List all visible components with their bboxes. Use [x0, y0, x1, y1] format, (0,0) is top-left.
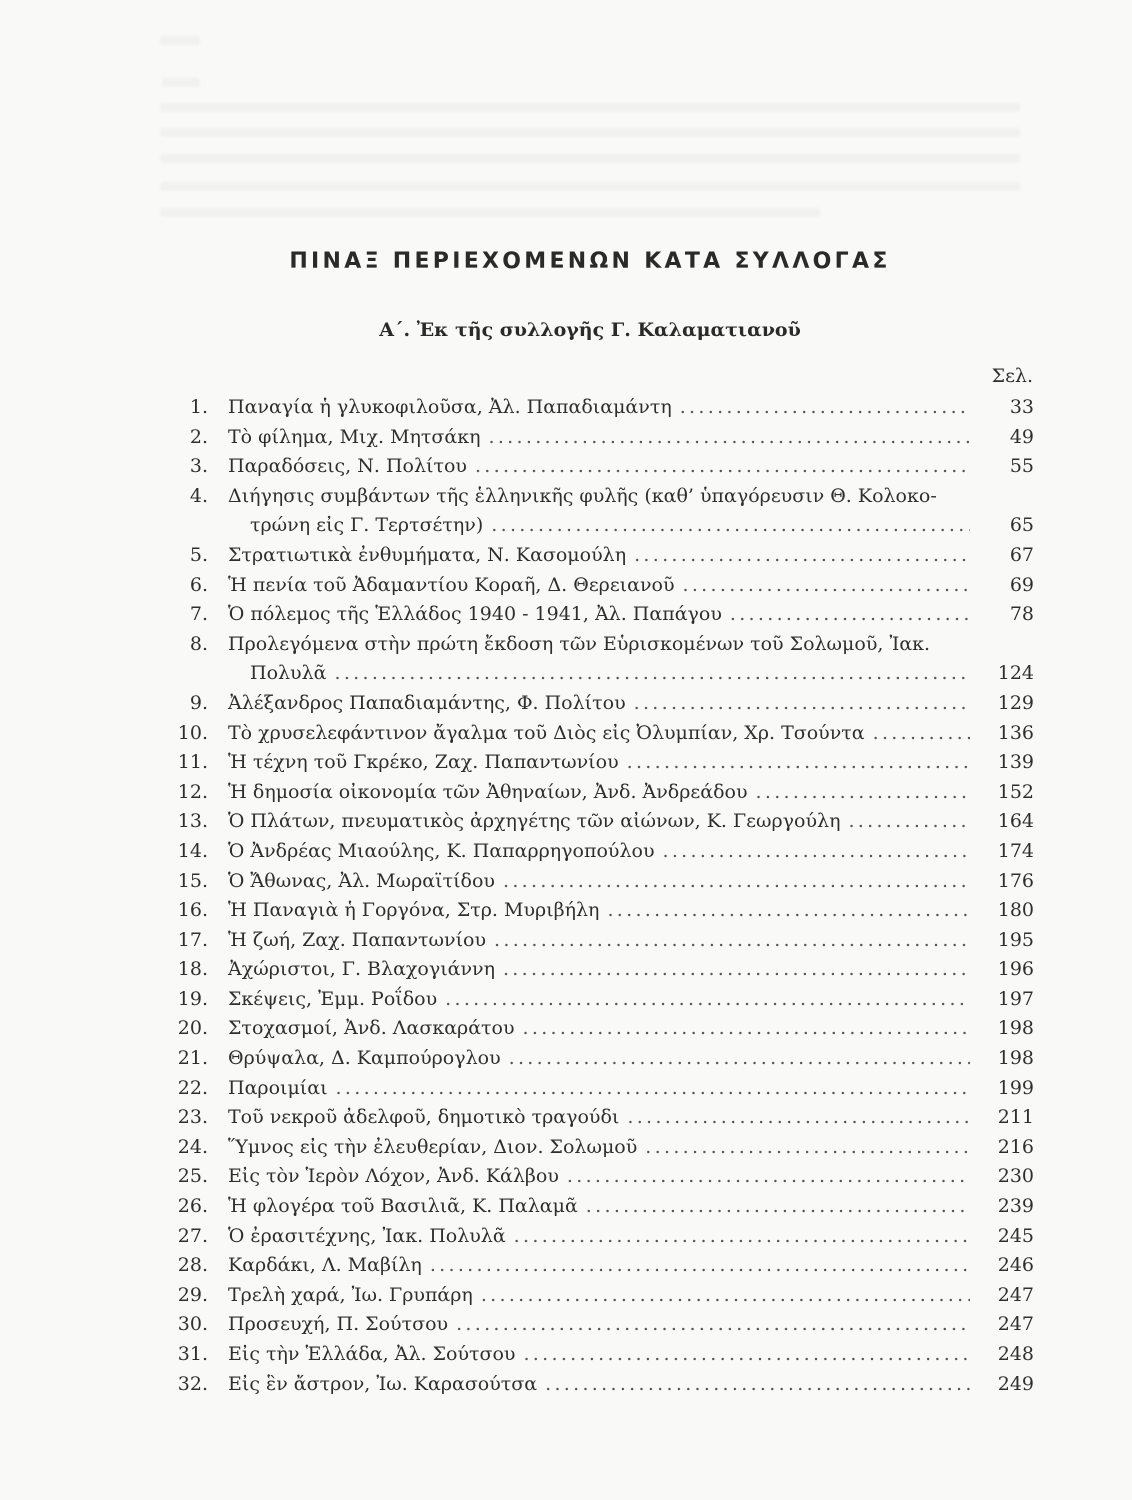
leader-dots	[509, 1044, 970, 1074]
leader-dots	[475, 452, 970, 482]
entry-page: 197	[997, 987, 1034, 1010]
entry-title: Παναγία ἡ γλυκοφιλοῦσα, Ἀλ. Παπαδιαμάντη	[228, 396, 672, 418]
entry-number: 4.	[189, 484, 208, 507]
entry-page: 245	[997, 1224, 1034, 1247]
leader-dots	[523, 1340, 970, 1370]
toc-entry	[150, 1370, 1034, 1400]
toc-list	[150, 393, 1034, 1399]
entry-number: 5.	[189, 543, 208, 566]
entry-title: Παροιμίαι	[228, 1076, 328, 1099]
entry-number: 23.	[177, 1106, 208, 1129]
toc-entry	[150, 985, 1034, 1015]
toc-entry	[150, 926, 1034, 956]
entry-number: 11.	[177, 751, 208, 774]
leader-dots	[503, 867, 970, 897]
entry-title-continuation: τρώνη εἰς Γ. Τερτσέτην)	[250, 514, 484, 537]
toc-entry	[150, 867, 1034, 897]
entry-title: Ὁ Ἄθωνας, Ἀλ. Μωραϊτίδου	[228, 869, 495, 892]
entry-page: 239	[997, 1195, 1034, 1218]
toc-entry	[150, 482, 1034, 512]
entry-title: Ὁ Ἀνδρέας Μιαούλης, Κ. Παπαρρηγοπούλου	[228, 839, 655, 862]
entry-number: 10.	[177, 721, 208, 744]
toc-entry	[150, 393, 1034, 423]
toc-entry	[150, 452, 1034, 482]
section-title: Α΄. Ἐκ τῆς συλλογῆς Γ. Καλαματιανοῦ	[379, 319, 801, 341]
entry-number: 27.	[177, 1224, 208, 1247]
entry-title: Ἡ Παναγιὰ ἡ Γοργόνα, Στρ. Μυριβήλη	[228, 899, 600, 922]
entry-title: Τὸ φίλημα, Μιχ. Μητσάκη	[228, 425, 481, 448]
entry-page: 69	[1009, 573, 1034, 596]
entry-page: 247	[997, 1313, 1034, 1336]
entry-number: 2.	[189, 425, 208, 448]
entry-title: Ἡ πενία τοῦ Ἀδαμαντίου Κοραῆ, Δ. Θερειανοῦ	[228, 573, 675, 596]
entry-title: Ἡ φλογέρα τοῦ Βασιλιᾶ, Κ. Παλαμᾶ	[228, 1195, 578, 1218]
leader-dots	[848, 807, 970, 837]
leader-dots	[634, 541, 970, 571]
toc-entry	[150, 630, 1034, 660]
bleed-through-mark	[160, 128, 1020, 137]
entry-page: 195	[997, 928, 1034, 951]
toc-entry	[150, 748, 1034, 778]
entry-number: 31.	[177, 1343, 208, 1365]
toc-entry	[150, 1162, 1034, 1192]
toc-entry	[150, 1133, 1034, 1163]
entry-number: 7.	[189, 603, 208, 626]
entry-number: 1.	[189, 396, 208, 418]
leader-dots	[489, 423, 971, 453]
leader-dots	[663, 837, 971, 867]
leader-dots	[680, 393, 970, 423]
entry-title: Διήγησις συμβάντων τῆς ἑλληνικῆς φυλῆς (καθ’ ὑπαγόρευσιν Θ. Κολοκο-	[228, 484, 937, 507]
leader-dots	[445, 985, 970, 1015]
entry-page: 49	[1009, 425, 1034, 448]
entry-number: 30.	[177, 1313, 208, 1336]
entry-title: Προσευχή, Π. Σούτσου	[228, 1313, 449, 1336]
entry-title: Τοῦ νεκροῦ ἀδελφοῦ, δημοτικὸ τραγούδι	[228, 1106, 620, 1129]
leader-dots	[494, 926, 970, 956]
entry-page: 136	[997, 721, 1034, 744]
entry-number: 8.	[189, 632, 208, 655]
entry-number: 24.	[177, 1135, 208, 1158]
leader-dots	[456, 1310, 970, 1340]
entry-page: 124	[997, 662, 1034, 685]
toc-entry	[150, 837, 1034, 867]
bleed-through-mark	[160, 103, 1020, 112]
entry-number: 14.	[177, 839, 208, 862]
entry-title: Καρδάκι, Λ. Μαβίλη	[228, 1254, 422, 1277]
entry-page: 198	[997, 1047, 1034, 1070]
entry-page: 196	[997, 958, 1034, 981]
entry-page: 67	[1009, 543, 1034, 566]
entry-number: 19.	[177, 987, 208, 1010]
toc-entry	[150, 1074, 1034, 1104]
entry-page: 247	[997, 1283, 1034, 1306]
leader-dots	[523, 1014, 970, 1044]
entry-page: 139	[997, 751, 1034, 774]
entry-title: Ἀλέξανδρος Παπαδιαμάντης, Φ. Πολίτου	[228, 691, 626, 714]
entry-number: 9.	[189, 691, 208, 714]
entry-number: 3.	[189, 455, 208, 478]
leader-dots	[730, 600, 970, 630]
entry-number: 29.	[177, 1283, 208, 1306]
entry-title: Στοχασμοί, Ἀνδ. Λασκαράτου	[228, 1017, 515, 1040]
bleed-through-mark	[160, 36, 200, 45]
toc-entry	[150, 1310, 1034, 1340]
bleed-through-mark	[160, 182, 1020, 191]
entry-page: 249	[997, 1372, 1034, 1395]
entry-title: Τρελὴ χαρά, Ἰω. Γρυπάρη	[228, 1283, 473, 1306]
entry-page: 164	[997, 810, 1034, 833]
toc-entry	[150, 807, 1034, 837]
entry-title: Ὁ Πλάτων, πνευματικὸς ἀρχηγέτης τῶν αἰώνων, Κ. Γεωργούλη	[228, 810, 841, 833]
toc-entry	[150, 1340, 1034, 1370]
entry-page: 216	[997, 1135, 1034, 1158]
entry-number: 26.	[177, 1195, 208, 1218]
entry-title: Τὸ χρυσελεφάντινον ἄγαλμα τοῦ Διὸς εἰς Ὀλυμπίαν, Χρ. Τσούντα	[228, 721, 865, 744]
entry-title: Ἡ ζωή, Ζαχ. Παπαντωνίου	[228, 928, 487, 951]
entry-title: Ἀχώριστοι, Γ. Βλαχογιάννη	[228, 958, 495, 981]
toc-entry	[150, 1222, 1034, 1252]
entry-page: 33	[1009, 396, 1034, 418]
entry-page: 246	[997, 1254, 1034, 1277]
toc-entry	[150, 1251, 1034, 1281]
page-column-label: Σελ.	[991, 365, 1033, 387]
bleed-through-mark	[162, 78, 200, 87]
entry-title: Εἰς ἓν ἄστρον, Ἰω. Καρασούτσα	[228, 1372, 538, 1395]
entry-number: 13.	[177, 810, 208, 833]
entry-title: Θρύψαλα, Δ. Καμπούρογλου	[228, 1047, 501, 1070]
leader-dots	[756, 778, 970, 808]
leader-dots	[514, 1222, 970, 1252]
leader-dots	[503, 955, 970, 985]
entry-page: 65	[1009, 514, 1034, 537]
entry-title-continuation: Πολυλᾶ	[250, 662, 327, 685]
toc-entry	[150, 955, 1034, 985]
entry-number: 16.	[177, 899, 208, 922]
leader-dots	[334, 659, 970, 689]
entry-page: 230	[997, 1165, 1034, 1188]
leader-dots	[634, 689, 970, 719]
toc-entry	[150, 423, 1034, 453]
leader-dots	[481, 1281, 970, 1311]
toc-entry-continuation	[150, 511, 1034, 541]
entry-page: 199	[997, 1076, 1034, 1099]
page-title: ΠΙΝΑΞ ΠΕΡΙΕΧΟΜΕΝΩΝ ΚΑΤΑ ΣΥΛΛΟΓΑΣ	[289, 249, 891, 274]
leader-dots	[567, 1162, 970, 1192]
leader-dots	[873, 719, 970, 749]
toc-entry	[150, 778, 1034, 808]
leader-dots	[586, 1192, 970, 1222]
toc-entry	[150, 719, 1034, 749]
entry-title: Ὁ ἐρασιτέχνης, Ἰακ. Πολυλᾶ	[228, 1224, 506, 1247]
bleed-through-mark	[160, 208, 820, 217]
entry-number: 6.	[189, 573, 208, 596]
entry-title: Παραδόσεις, Ν. Πολίτου	[228, 455, 467, 478]
leader-dots	[430, 1251, 970, 1281]
toc-entry	[150, 1192, 1034, 1222]
entry-title: Ὁ πόλεμος τῆς Ἑλλάδος 1940 - 1941, Ἀλ. Παπάγου	[228, 603, 722, 626]
entry-number: 22.	[177, 1076, 208, 1099]
leader-dots	[491, 511, 970, 541]
entry-page: 176	[997, 869, 1034, 892]
entry-number: 25.	[177, 1165, 208, 1188]
entry-number: 21.	[177, 1047, 208, 1070]
leader-dots	[683, 571, 971, 601]
toc-entry	[150, 541, 1034, 571]
leader-dots	[336, 1074, 970, 1104]
entry-number: 12.	[177, 780, 208, 803]
leader-dots	[545, 1370, 970, 1400]
entry-page: 55	[1009, 455, 1034, 478]
entry-page: 78	[1009, 603, 1034, 626]
entry-title: Στρατιωτικὰ ἐνθυμήματα, Ν. Κασομούλη	[228, 543, 627, 566]
toc-entry	[150, 600, 1034, 630]
entry-title: Εἰς τὸν Ἱερὸν Λόχον, Ἀνδ. Κάλβου	[228, 1165, 559, 1188]
entry-number: 32.	[177, 1372, 208, 1395]
entry-number: 28.	[177, 1254, 208, 1277]
leader-dots	[627, 748, 970, 778]
entry-title: Σκέψεις, Ἐμμ. Ροΐδου	[228, 987, 438, 1010]
toc-entry	[150, 1044, 1034, 1074]
bleed-through-mark	[160, 154, 1020, 163]
entry-title: Ἡ δημοσία οἰκονομία τῶν Ἀθηναίων, Ἀνδ. Ἀνδρεάδου	[228, 780, 748, 803]
entry-page: 248	[997, 1343, 1034, 1365]
entry-page: 180	[997, 899, 1034, 922]
leader-dots	[627, 1103, 970, 1133]
entry-title: Εἰς τὴν Ἑλλάδα, Ἀλ. Σούτσου	[228, 1343, 516, 1365]
entry-number: 18.	[177, 958, 208, 981]
entry-page: 152	[997, 780, 1034, 803]
toc-entry	[150, 1281, 1034, 1311]
entry-number: 15.	[177, 869, 208, 892]
toc-entry	[150, 571, 1034, 601]
entry-title: Προλεγόμενα στὴν πρώτη ἔκδοση τῶν Εὑρισκομένων τοῦ Σολωμοῦ, Ἰακ.	[228, 632, 931, 655]
toc-entry	[150, 896, 1034, 926]
entry-page: 129	[997, 691, 1034, 714]
toc-entry	[150, 1014, 1034, 1044]
entry-title: Ἡ τέχνη τοῦ Γκρέκο, Ζαχ. Παπαντωνίου	[228, 751, 619, 774]
toc-entry	[150, 689, 1034, 719]
entry-title: Ὕμνος εἰς τὴν ἐλευθερίαν, Διον. Σολωμοῦ	[228, 1135, 638, 1158]
entry-page: 198	[997, 1017, 1034, 1040]
entry-page: 211	[997, 1106, 1034, 1129]
leader-dots	[645, 1133, 970, 1163]
entry-page: 174	[997, 839, 1034, 862]
entry-number: 20.	[177, 1017, 208, 1040]
toc-entry	[150, 1103, 1034, 1133]
leader-dots	[607, 896, 970, 926]
toc-entry-continuation	[150, 659, 1034, 689]
entry-number: 17.	[177, 928, 208, 951]
